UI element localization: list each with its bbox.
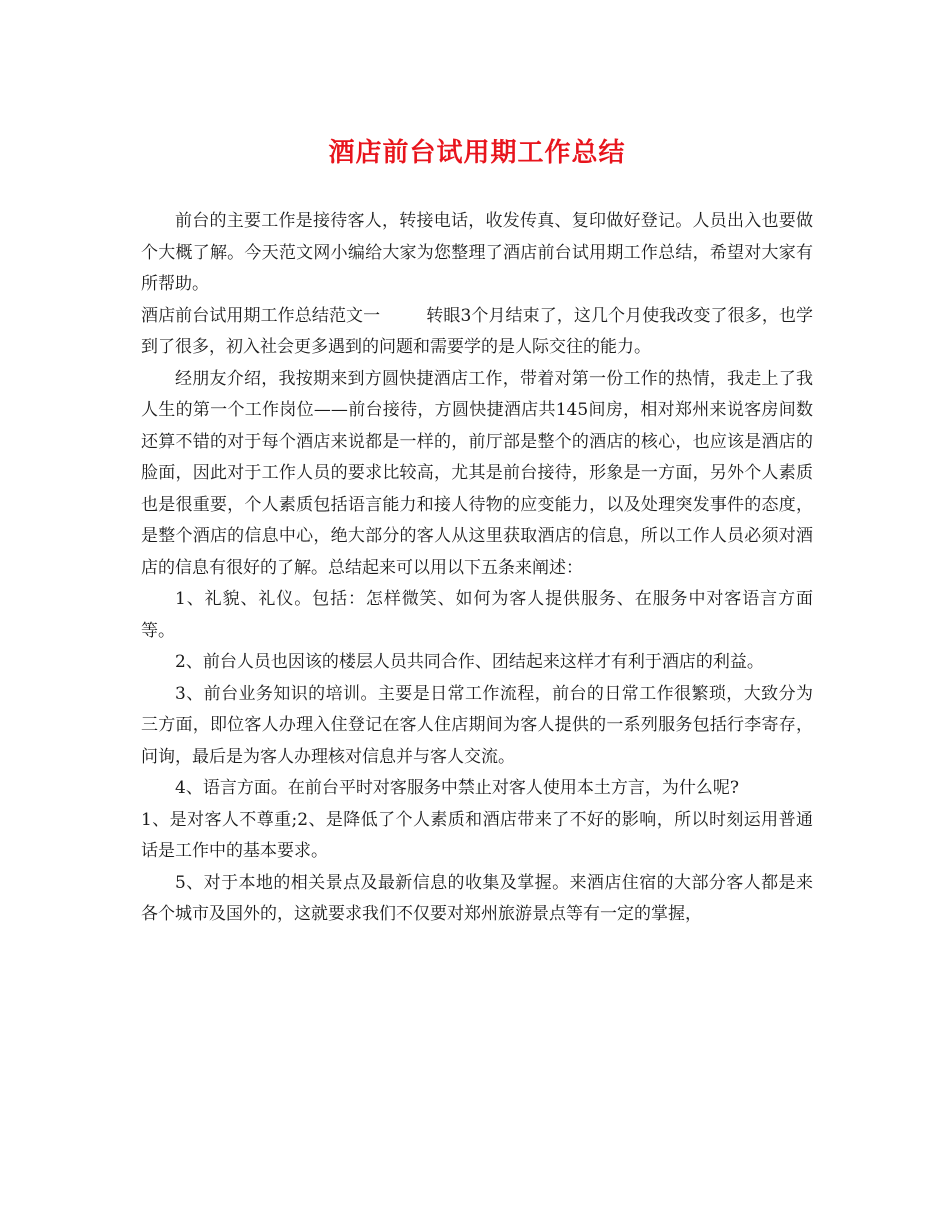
intro-paragraph: 前台的主要工作是接待客人，转接电话，收发传真、复印做好登记。人员出入也要做个大概了解。今天范文网小编给大家为您整理了酒店前台试用期工作总结，希望对大家有所帮助。: [141, 211, 813, 294]
experience-paragraph: 经朋友介绍，我按期来到方圆快捷酒店工作，带着对第一份工作的热情，我走上了我人生的第一个工作岗位——前台接待，方圆快捷酒店共145间房，相对郑州来说客房间数还算不错的对于每个酒店来说都是一样的，前厅部是整个的酒店的核心，也应该是酒店的脸面，因此对于工作人员的要求比较高，尤其是前台接待，形象是一方面，另外个人素质也是很重要，个人素质包括语言能力和接人待物的应变能力，以及处理突发事件的态度，是整个酒店的信息中心，绝大部分的客人从这里获取酒店的信息，所以工作人员必须对酒店的信息有很好的了解。总结起来可以用以下五条来阐述：: [141, 368, 813, 578]
section-lead: 转眼3个月结束了，这几个月使我改变了很多，也学到了很多，初入社会更多遇到的问题和需要学的是人际交往的能力。: [141, 305, 813, 357]
document-title: 酒店前台试用期工作总结: [328, 138, 626, 168]
list-item-4-continued: 1、是对客人不尊重;2、是降低了个人素质和酒店带来了不好的影响，所以时刻运用普通话是工作中的基本要求。: [141, 809, 813, 861]
section-paragraph: [141, 301, 813, 364]
document-page: [141, 120, 813, 931]
list-item-4: 4、语言方面。在前台平时对客服务中禁止对客人使用本土方言，为什么呢?: [175, 778, 739, 798]
list-item-3: 3、前台业务知识的培训。主要是日常工作流程，前台的日常工作很繁琐，大致分为三方面，即位客人办理入住登记在客人住店期间为客人提供的一系列服务包括行李寄存，问询，最后是为客人办理核对信息并与客人交流。: [141, 683, 813, 767]
list-item-1: 1、礼貌、礼仪。包括：怎样微笑、如何为客人提供服务、在服务中对客语言方面等。: [141, 589, 813, 641]
list-item-2: 2、前台人员也因该的楼层人员共同合作、团结起来这样才有利于酒店的利益。: [175, 652, 764, 672]
section-heading: 酒店前台试用期工作总结范文一: [141, 305, 381, 326]
list-item-5: 5、对于本地的相关景点及最新信息的收集及掌握。来酒店住宿的大部分客人都是来各个城市及国外的，这就要求我们不仅要对郑州旅游景点等有一定的掌握，: [141, 872, 813, 924]
